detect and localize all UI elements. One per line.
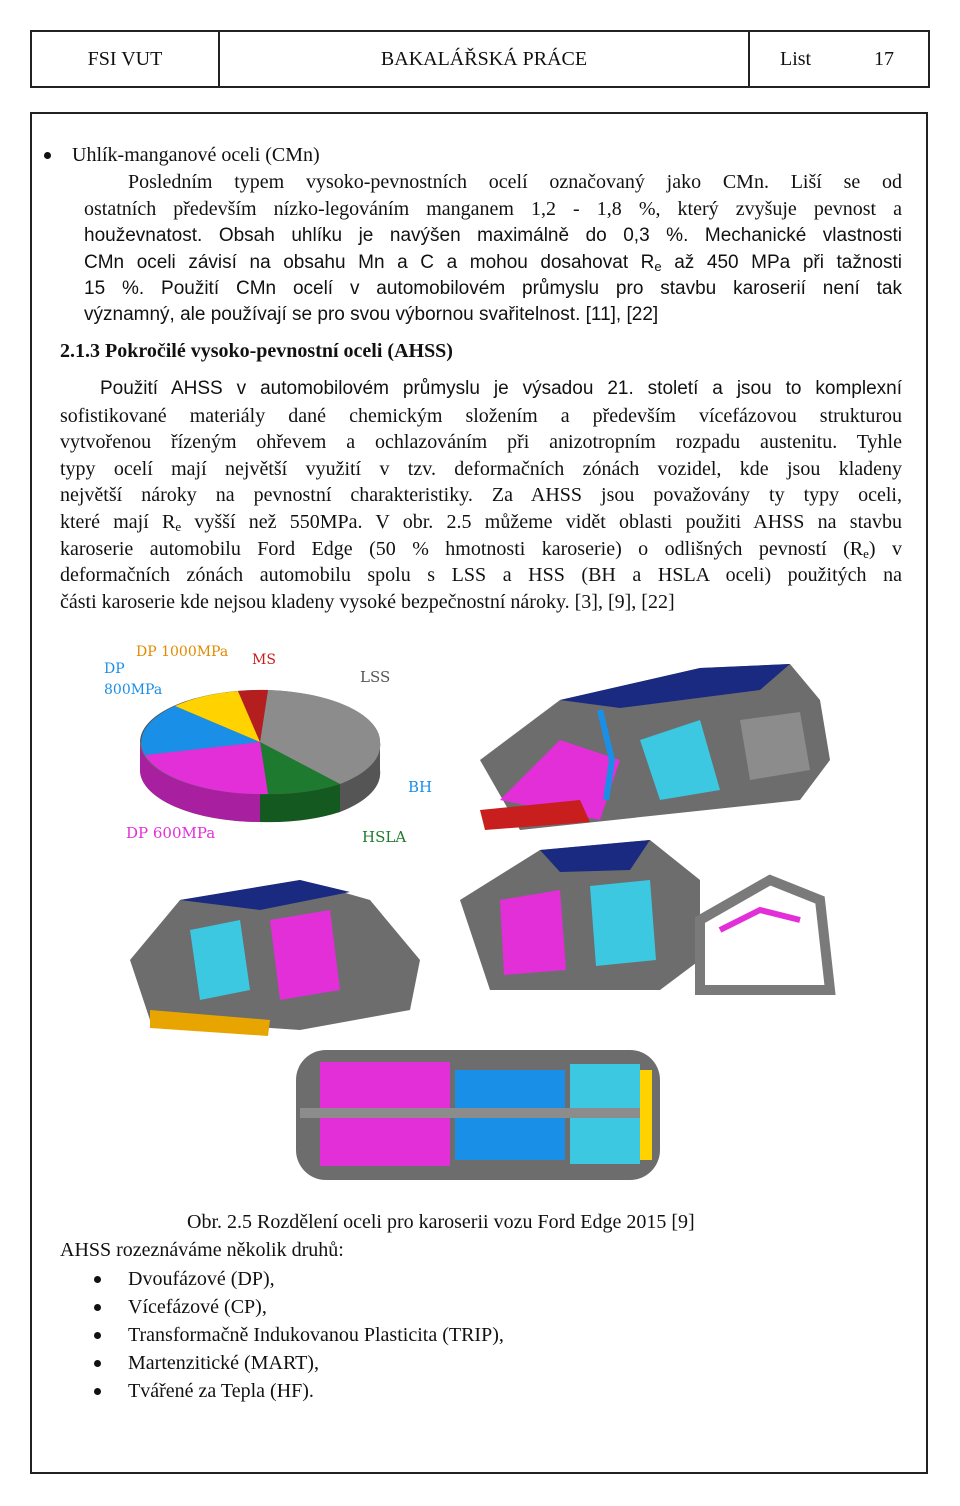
header-institution: [32, 32, 220, 86]
list-item-trip: Transformačně Indukovanou Plasticita (TRIP),: [128, 1324, 504, 1346]
ahss-line-6b: vyšší než 550MPa. V obr. 2.5 můžeme vidět oblasti použiti AHSS na stavbu: [181, 511, 903, 533]
cmn-line-6: významný, ale používají se pro svou výbornou svařitelnost. [11], [22]: [84, 304, 659, 325]
ahss-line-1: [100, 376, 902, 403]
section-heading: 2.1.3 Pokročilé vysoko-pevnostní oceli (AHSS): [60, 340, 453, 362]
ahss-line-5: [60, 482, 902, 509]
label-dp800-a: DP: [104, 661, 125, 677]
ahss-line-9: části karoserie kde nejsou kladeny vysoké bezpečnostní nároky. [3], [9], [22]: [60, 591, 675, 613]
label-dp1000: DP 1000MPa: [136, 644, 229, 660]
thesis-type-text: BAKALÁŘSKÁ PRÁCE: [380, 47, 588, 70]
ahss-line-3-text: vytvořenou řízeným ohřevem a ochlazováním při anizotropním rozpadu austenitu. Tyhle: [60, 431, 902, 453]
re-subscript: e: [863, 546, 869, 561]
pie-chart: [104, 644, 432, 846]
label-ms: MS: [252, 652, 276, 668]
label-bh: BH: [408, 778, 433, 796]
list-intro: AHSS rozeznáváme několik druhů:: [60, 1239, 344, 1261]
car-underbody-view: [296, 1050, 660, 1180]
ahss-line-4: [60, 456, 902, 483]
cmn-line-4b: až 450 MPa při tažnosti: [661, 252, 902, 273]
ahss-line-7a: karoserie automobilu Ford Edge (50 % hmotnosti karoserie) o odlišných pevností (R: [60, 538, 864, 560]
re-subscript: e: [654, 259, 662, 274]
list-item-dp: Dvoufázové (DP),: [128, 1268, 275, 1290]
ahss-line-8-text: deformačních zónách automobilu spolu s LSS a HSS (BH a HSLA oceli) použitých na: [60, 564, 902, 586]
cmn-line-2: [84, 196, 902, 223]
ahss-line-6a: které mají R: [60, 511, 176, 533]
bullet-dot: [94, 1360, 101, 1367]
bullet-dot: [94, 1276, 101, 1283]
ahss-line-1-text: Použití AHSS v automobilovém průmyslu je výsadou 21. století a jsou to komplexní: [100, 378, 902, 399]
ahss-line-5-text: největší nároky na pevnostní charakteristiky. Za AHSS jsou považovány ty typy oceli,: [60, 484, 902, 506]
label-lss: LSS: [360, 668, 391, 686]
bullet-dot: [94, 1332, 101, 1339]
car-body-front-view: [130, 880, 420, 1036]
door-ring-part: [700, 880, 830, 990]
figure-image: [0, 620, 960, 1210]
page-header: [30, 30, 930, 88]
cmn-line-3: [84, 223, 902, 250]
label-hsla: HSLA: [362, 828, 407, 846]
cmn-line-1: [128, 169, 902, 196]
ahss-line-3: [60, 429, 902, 456]
list-item-mart: Martenzitické (MART),: [128, 1352, 319, 1374]
car-body-rear-view: [460, 840, 700, 990]
figure-caption: Obr. 2.5 Rozdělení oceli pro karoserii vozu Ford Edge 2015 [9]: [187, 1211, 695, 1233]
cmn-line-5-text: 15 %. Použití CMn ocelí v automobilovém průmyslu pro stavbu karoserií není tak: [84, 278, 902, 299]
cmn-line-3-text: houževnatost. Obsah uhlíku je navýšen maximálně do 0,3 %. Mechanické vlastnosti: [84, 225, 902, 246]
list-label: List: [780, 47, 812, 70]
cmn-bullet-title: Uhlík-manganové oceli (CMn): [72, 144, 320, 166]
ahss-line-7b: ) v: [868, 538, 902, 560]
header-title: [220, 32, 750, 86]
label-dp800-b: 800MPa: [104, 682, 163, 698]
car-body-side-view: [480, 664, 830, 830]
ahss-line-8: [60, 562, 902, 589]
cmn-line-4a: CMn oceli závisí na obsahu Mn a C a mohou dosahovat R: [84, 252, 655, 273]
ahss-line-2: [60, 403, 902, 430]
list-item-hf: Tvářené za Tepla (HF).: [128, 1380, 314, 1402]
ahss-line-2-text: sofistikované materiály dané chemickým složením a především vícefázovou strukturou: [60, 405, 902, 427]
list-item-cp: Vícefázové (CP),: [128, 1296, 267, 1318]
re-subscript: e: [175, 519, 182, 534]
bullet-dot: [94, 1388, 101, 1395]
bullet-dot: [44, 152, 51, 159]
ahss-line-4-text: typy ocelí mají největší využití v tzv. deformačních zónách vozidel, kde jsou kladeny: [60, 458, 902, 480]
header-page: [750, 32, 928, 86]
bullet-dot: [94, 1304, 101, 1311]
pie-slice-lss: [260, 690, 380, 742]
cmn-line-1-text: Posledním typem vysoko-pevnostních ocelí označovaný jako CMn. Liší se od: [128, 171, 902, 193]
page-number: 17: [874, 47, 894, 70]
institution-text: FSI VUT: [87, 47, 163, 70]
label-dp600: DP 600MPa: [126, 824, 216, 842]
cmn-line-5: [84, 276, 902, 303]
cmn-line-2-text: ostatních především nízko-legováním manganem 1,2 - 1,8 %, který zvyšuje pevnost a: [84, 198, 902, 220]
